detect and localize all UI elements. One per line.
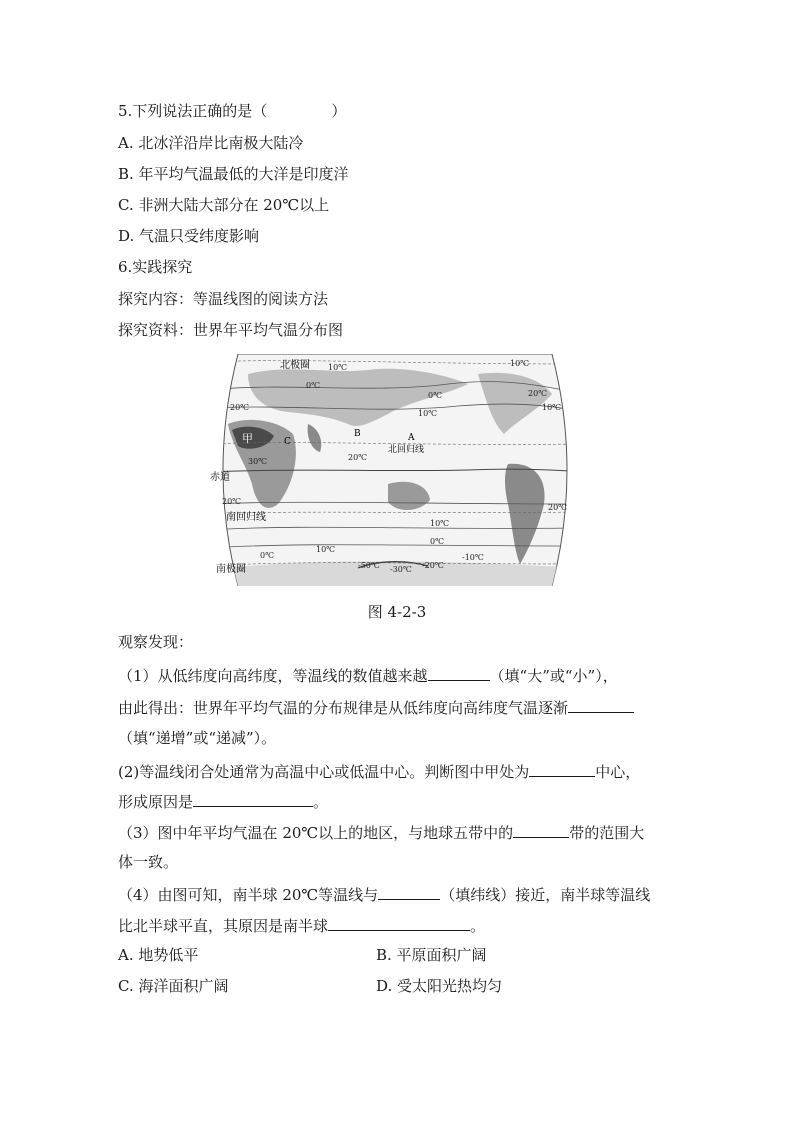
tropic-capricorn-label: 南回归线 — [226, 512, 266, 523]
option-a: A. 北冰洋沿岸比南极大陆冷 — [118, 134, 304, 152]
option-d: D. 气温只受纬度影响 — [118, 227, 260, 245]
part-2-text: (2)等温线闭合处通常为高温中心或低温中心。判断图中甲处为 — [118, 763, 530, 781]
isotherm-label: 0℃ — [306, 381, 321, 390]
isotherm-label: -30℃ — [390, 565, 412, 574]
isotherm-label: 0℃ — [430, 537, 445, 546]
part-3-line-2: 体一致。 — [118, 853, 179, 871]
part-4-suffix: （填纬线）接近，南半球等温线 — [440, 886, 651, 904]
isotherm-label: 10℃ — [542, 403, 562, 412]
antarctic-circle-label: 南极圈 — [216, 564, 246, 575]
question-5-close: ） — [331, 102, 347, 120]
part-2-end: 。 — [313, 793, 329, 811]
isotherm-label: 10℃ — [510, 359, 530, 368]
part-2-line-2 — [118, 790, 328, 812]
tropic-cancer-label: 北回归线 — [388, 445, 425, 455]
answer-blank[interactable] — [428, 664, 490, 681]
answer-blank[interactable] — [328, 914, 470, 931]
isotherm-label: 10℃ — [430, 519, 450, 528]
isotherm-label: 30℃ — [248, 457, 268, 466]
part-1-line-3: （填“递增”或“递减”）。 — [118, 729, 277, 747]
isotherm-label: 20℃ — [222, 497, 242, 506]
answer-blank[interactable] — [513, 821, 569, 838]
option-b: B. 年平均气温最低的大洋是印度洋 — [118, 165, 349, 183]
part-4-line-2 — [118, 914, 485, 936]
part-4-line-1 — [118, 883, 650, 905]
isotherm-label: 20℃ — [548, 503, 568, 512]
part-2-line-1 — [118, 760, 640, 782]
equator-label: 赤道 — [210, 472, 230, 483]
isotherm-label: 10℃ — [316, 545, 336, 554]
isotherm-label: 0℃ — [428, 391, 443, 400]
point-b-label: B — [354, 429, 361, 439]
part-1-line-2 — [118, 696, 634, 718]
part-1-text: （1）从低纬度向高纬度，等温线的数值越来越 — [118, 667, 428, 685]
choice-b: B. 平原面积广阔 — [376, 946, 487, 964]
part-1-line-1 — [118, 664, 618, 686]
question-6-title: 6.实践探究 — [118, 258, 193, 276]
isotherm-label: -50℃ — [358, 561, 380, 570]
part-1-hint: （填“大”或“小”）， — [489, 667, 618, 685]
isotherm-label: 0℃ — [260, 551, 275, 560]
question-5-text: 5.下列说法正确的是（ — [118, 102, 268, 120]
part-3-suffix: 带的范围大 — [569, 824, 645, 842]
question-5-stem — [118, 101, 346, 121]
part-4-text: （4）由图可知，南半球 20℃等温线与 — [118, 886, 379, 904]
part-2-text: 形成原因是 — [118, 793, 194, 811]
option-c: C. 非洲大陆大部分在 20℃以上 — [118, 196, 330, 214]
isotherm-label: -10℃ — [462, 553, 484, 562]
isotherm-label: 20℃ — [528, 389, 548, 398]
isotherm-label: 20℃ — [348, 453, 368, 462]
part-3-text: （3）图中年平均气温在 20℃以上的地区，与地球五带中的 — [118, 824, 514, 842]
isotherm-label: 10℃ — [328, 363, 348, 372]
answer-blank[interactable] — [529, 760, 595, 777]
part-2-suffix: 中心， — [595, 763, 641, 781]
answer-blank[interactable] — [378, 883, 440, 900]
choice-c: C. 海洋面积广阔 — [118, 977, 229, 995]
point-jia-label: 甲 — [242, 432, 253, 445]
observe-title: 观察发现： — [118, 633, 194, 651]
isotherm-label: 10℃ — [418, 409, 438, 418]
world-temperature-map — [208, 354, 582, 586]
point-a-label: A — [408, 433, 415, 443]
isotherm-label: 20℃ — [230, 403, 250, 412]
point-c-label: C — [284, 437, 291, 447]
choice-d: D. 受太阳光热均匀 — [376, 977, 503, 995]
answer-blank[interactable] — [193, 790, 313, 807]
part-4-end: 。 — [470, 917, 486, 935]
arctic-circle-label: 北极圈 — [280, 360, 310, 371]
choice-a: A. 地势低平 — [118, 946, 199, 964]
figure-caption: 图 4-2-3 — [367, 603, 427, 621]
part-1-text: 由此得出：世界年平均气温的分布规律是从低纬度向高纬度气温逐渐 — [118, 699, 569, 717]
inquiry-material: 探究资料：世界年平均气温分布图 — [118, 321, 344, 339]
answer-blank[interactable] — [568, 696, 634, 713]
inquiry-content: 探究内容：等温线图的阅读方法 — [118, 290, 329, 308]
isotherm-label: -20℃ — [422, 561, 444, 570]
part-4-text: 比北半球平直，其原因是南半球 — [118, 917, 329, 935]
part-3-line-1 — [118, 821, 644, 843]
